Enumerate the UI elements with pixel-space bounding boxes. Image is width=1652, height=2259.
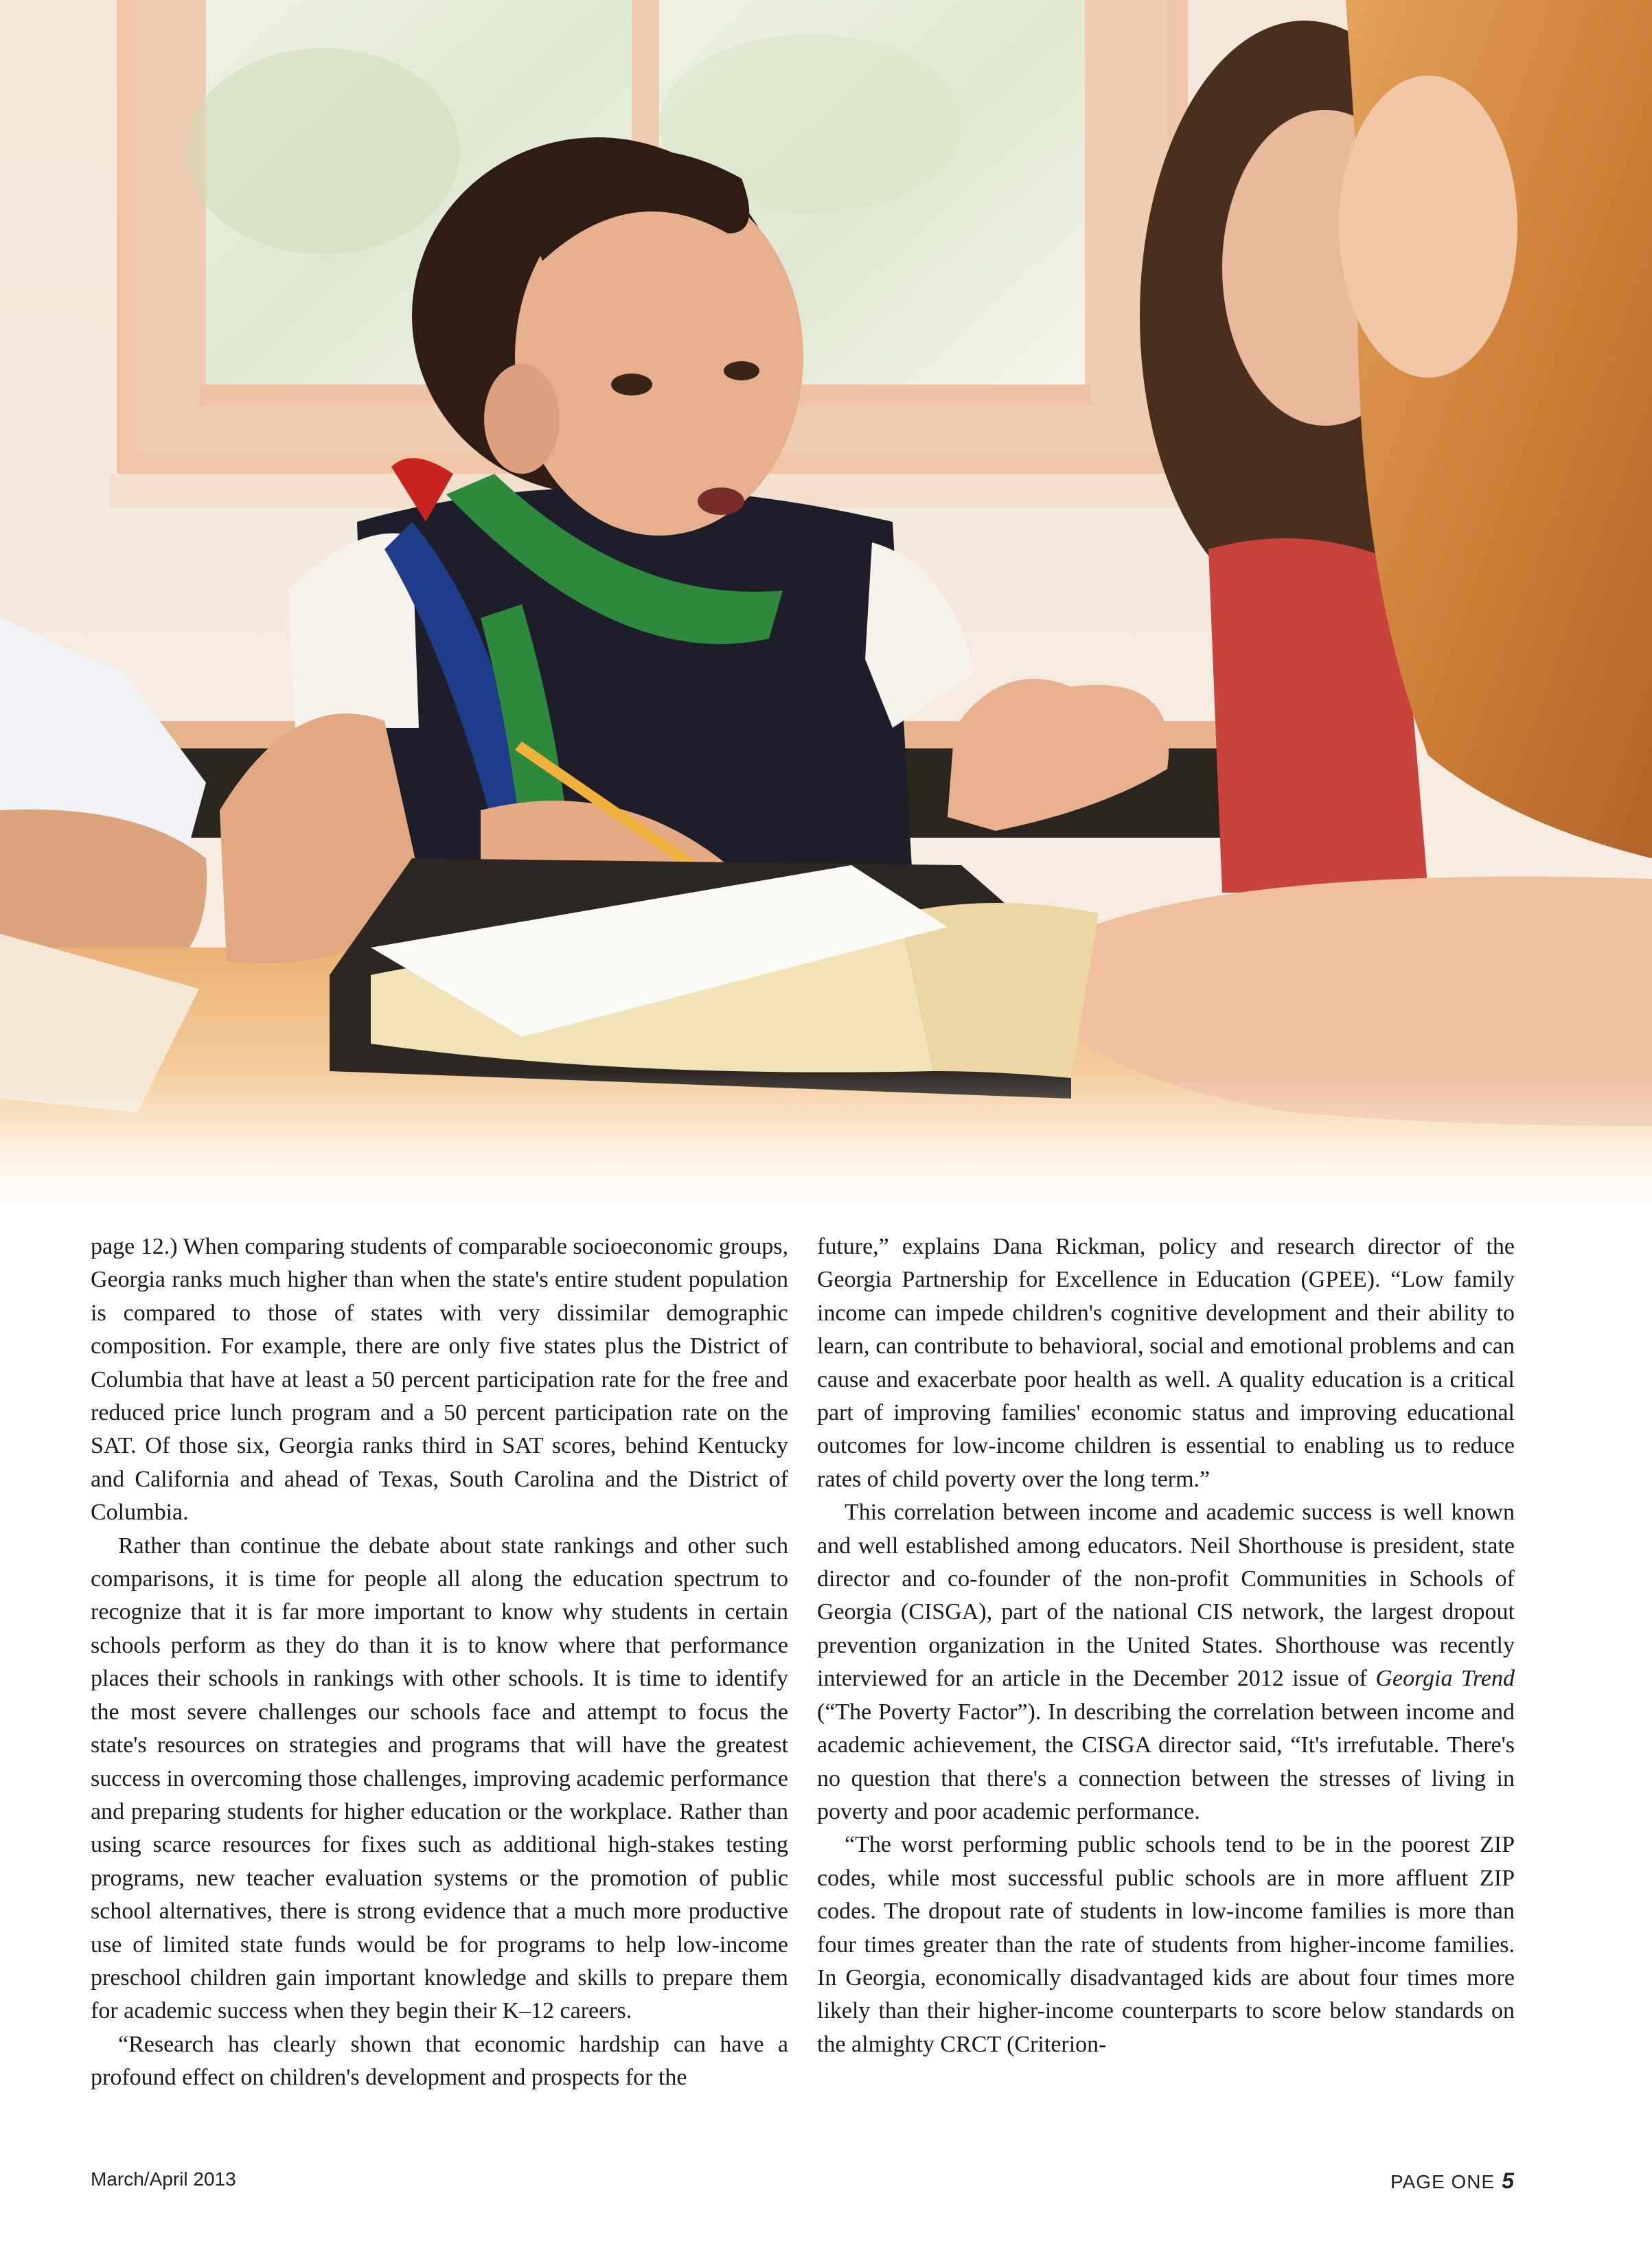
article-paragraph: Rather than continue the debate about state rankings and other such comparisons, it is time for people all along the education spectrum to recognize that it is far more important to know why students in certain schools perform as they do than it is to know where that performance places their schools in rankings with other schools. It is time to identify the most severe challenges our schools face and attempt to focus the state's resources on strategies and programs that will have the greatest success in overcoming those challenges, improving academic performance and preparing students for higher education or the workplace. Rather than using scarce resources for fixes such as additional high-stakes testing programs, new teacher evaluation systems or the promotion of public school alternatives, there is strong evidence that a much more productive use of limited state funds would be for programs to help low-income preschool children gain important knowledge and skills to prepare them for academic success when they begin their K–12 careers. [91, 1533, 788, 2024]
publication-title: Georgia Trend [1375, 1666, 1515, 1692]
article-paragraph: “The worst performing public schools tend to be in the poorest ZIP codes, while most successful public schools are in more affluent ZIP codes. The dropout rate of students in low-income families is more than four times greater than the rate of students from higher-income families. In Georgia, economically disadvantaged kids are about four times more likely than their higher-income counterparts to score below standards on the almighty CRCT (Criterion- [817, 1832, 1515, 2057]
article-paragraph: “Research has clearly shown that economic hardship can have a profound effect on children's development and prospects for the [91, 2031, 788, 2091]
article-text: This correlation between income and academic success is well known and well established among educators. Neil Shorthouse is president, state director and co-founder of the non-profit Communities in Schools of Georgia (CISGA), part of the national CIS network, the largest dropout prevention organization in the United States. Shorthouse was recently interviewed for an article in the December 2012 issue of [817, 1500, 1515, 1692]
article-paragraph [817, 1496, 1515, 1828]
issue-date: March/April 2013 [91, 2168, 236, 2190]
article-paragraph: page 12.) When comparing students of comparable socioeconomic groups, Georgia ranks much higher than when the state's entire student population is compared to those of states with very dissimilar demographic composition. For example, there are only five states plus the District of Columbia that have at least a 50 percent participation rate for the free and reduced price lunch program and a 50 percent participation rate on the SAT. Of those six, Georgia ranks third in SAT scores, behind Kentucky and California and ahead of Texas, South Carolina and the District of Columbia. [91, 1234, 788, 1526]
article-column-left [91, 1230, 788, 2095]
article-paragraph: future,” explains Dana Rickman, policy and research director of the Georgia Partnership for Excellence in Education (GPEE). “Low family income can impede children's cognitive development and their ability to learn, can contribute to behavioral, social and emotional problems and can cause and exacerbate poor health as well. A quality education is a critical part of improving families' economic status and improving educational outcomes for low-income children is essential to enabling us to reduce rates of child poverty over the long term.” [817, 1234, 1515, 1492]
page-number: 5 [1502, 2168, 1515, 2193]
footer-section [1390, 2168, 1515, 2194]
article-column-right [817, 1230, 1515, 2061]
section-name: PAGE ONE [1390, 2171, 1495, 2192]
article-text: (“The Poverty Factor”). In describing the correlation between income and academic achievement, the CISGA director said, “It's irrefutable. There's no question that there's a connection between the stresses of living in poverty and poor academic performance. [817, 1699, 1515, 1824]
page-footer [91, 2168, 1515, 2196]
